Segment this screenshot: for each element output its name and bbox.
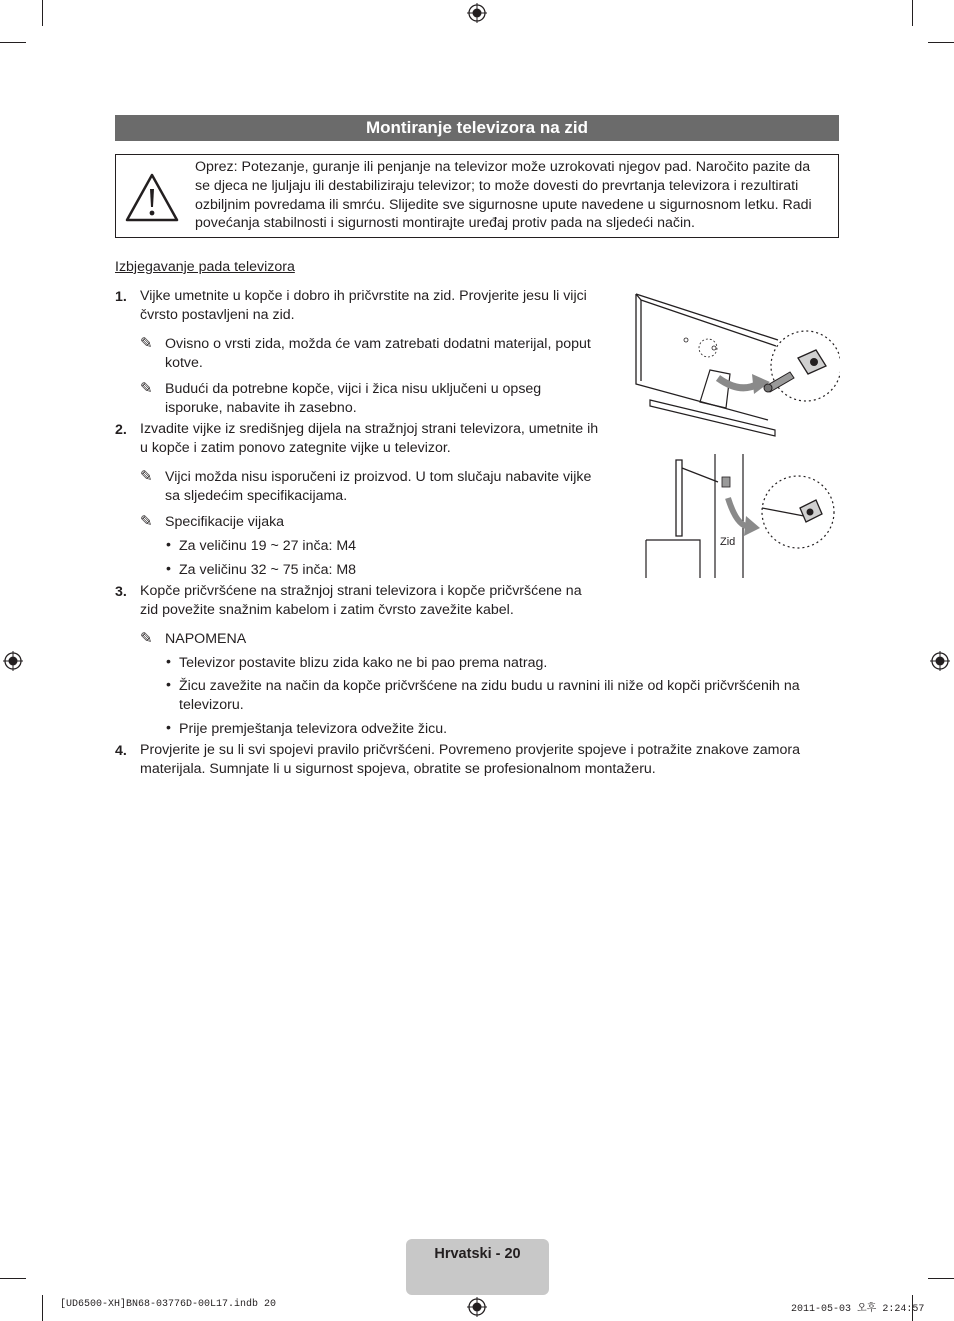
step-number: 1.: [115, 289, 127, 305]
step-line: materijala. Sumnjate li u sigurnost spojeva, obratite se profesionalnom montažeru.: [140, 761, 656, 777]
registration-mark-icon: [467, 1297, 487, 1317]
note-icon: ✎: [140, 380, 153, 397]
crop-mark: [912, 0, 913, 26]
warning-triangle-icon: [124, 172, 180, 224]
crop-mark: [42, 0, 43, 26]
step-line: čvrsto postavljeni na zid.: [140, 307, 295, 323]
crop-mark: [928, 42, 954, 43]
bullet-text: Žicu zavežite na način da kopče pričvršćene na zidu budu u ravnini ili niže od kopči pričvršćenih na: [179, 678, 800, 694]
bullet-text-continued: televizoru.: [179, 697, 244, 713]
bullet-text: Televizor postavite blizu zida kako ne bi pao prema natrag.: [179, 655, 548, 671]
caution-label: Oprez: [195, 159, 234, 175]
bullet-icon: •: [166, 677, 171, 693]
step-line: Izvadite vijke iz središnjeg dijela na stražnjoj strani televizora, umetnite ih: [140, 421, 599, 437]
crop-mark: [928, 1278, 954, 1279]
wall-cable-illustration: [640, 454, 840, 578]
bullet-text: Za veličinu 32 ~ 75 inča: M8: [179, 562, 357, 578]
caution-body: : Potezanje, guranje ili penjanje na televizor može uzrokovati njegov pad. Naročito pazite da se djeca ne ljuljaju ili destabiliziraju televizor; to može dovesti do prevrtanja televizora i rezultirati ozbiljnim povredama ili smrću. Slijedite sve sigurnosne upute navedene u sigurnosnom letku. Radi povećanja stabilnosti i sigurnosti montirajte uređaj protiv pada na sljedeći način.: [195, 159, 812, 232]
step-line: u kopče i zatim ponovo zategnite vijke u televizor.: [140, 440, 451, 456]
step-line: zid povežite snažnim kabelom i zatim čvrsto zavežite kabel.: [140, 602, 514, 618]
crop-mark: [0, 42, 26, 43]
crop-mark: [42, 1295, 43, 1321]
tv-stand-base: [646, 540, 700, 578]
registration-mark-icon: [3, 651, 23, 671]
registration-mark-icon: [930, 651, 950, 671]
bullet-icon: •: [166, 537, 171, 553]
note-line: Budući da potrebne kopče, vijci i žica nisu uključeni u opseg: [165, 381, 542, 397]
wall-label: Zid: [720, 536, 736, 548]
bullet-text: Za veličinu 19 ~ 27 inča: M4: [179, 538, 357, 554]
note-line: kotve.: [165, 355, 203, 371]
section-title: Montiranje televizora na zid: [115, 115, 839, 141]
print-slug-date: 2011-05-03 오후 2:24:57: [791, 1304, 925, 1315]
step-line: Kopče pričvršćene na stražnjoj strani televizora i kopče pričvršćene na: [140, 583, 582, 599]
step-line: Provjerite je su li svi spojevi pravilo pričvršćeni. Povremeno provjerite spojeve i potražite znakove zamora: [140, 742, 800, 758]
magnified-detail-circle: [762, 476, 834, 548]
tv-back-panel: [636, 294, 778, 420]
bullet-icon: •: [166, 654, 171, 670]
arrow-icon: [718, 378, 758, 388]
subheading: Izbjegavanje pada televizora: [115, 259, 295, 275]
registration-mark-icon: [467, 3, 487, 23]
note-icon: ✎: [140, 468, 153, 485]
step-number: 3.: [115, 584, 127, 600]
bolt-icon: [722, 477, 730, 487]
caution-text: [195, 158, 827, 233]
page-number: Hrvatski - 20: [434, 1246, 521, 1262]
note-line: Ovisno o vrsti zida, možda će vam zatrebati dodatni materijal, poput: [165, 336, 591, 352]
bullet-text: Prije premještanja televizora odvežite žicu.: [179, 721, 448, 737]
tv-side-profile: [676, 460, 718, 536]
note-line: Specifikacije vijaka: [165, 514, 285, 530]
note-line: isporuke, nabavite ih zasebno.: [165, 400, 357, 416]
step-line: Vijke umetnite u kopče i dobro ih pričvrstite na zid. Provjerite jesu li vijci: [140, 288, 587, 304]
note-icon: ✎: [140, 513, 153, 530]
note-icon: ✎: [140, 335, 153, 352]
step-number: 2.: [115, 422, 127, 438]
note-line: Vijci možda nisu isporučeni iz proizvod. U tom slučaju nabavite vijke: [165, 469, 592, 485]
step-number: 4.: [115, 743, 127, 759]
note-line: sa sljedećim specifikacijama.: [165, 488, 348, 504]
print-slug-file: [UD6500-XH]BN68-03776D-00L17.indb 20: [60, 1299, 277, 1310]
tv-bracket-illustration: [630, 288, 840, 448]
note-title: NAPOMENA: [165, 631, 247, 647]
note-icon: ✎: [140, 630, 153, 647]
crop-mark: [0, 1278, 26, 1279]
bullet-icon: •: [166, 720, 171, 736]
bullet-icon: •: [166, 561, 171, 577]
